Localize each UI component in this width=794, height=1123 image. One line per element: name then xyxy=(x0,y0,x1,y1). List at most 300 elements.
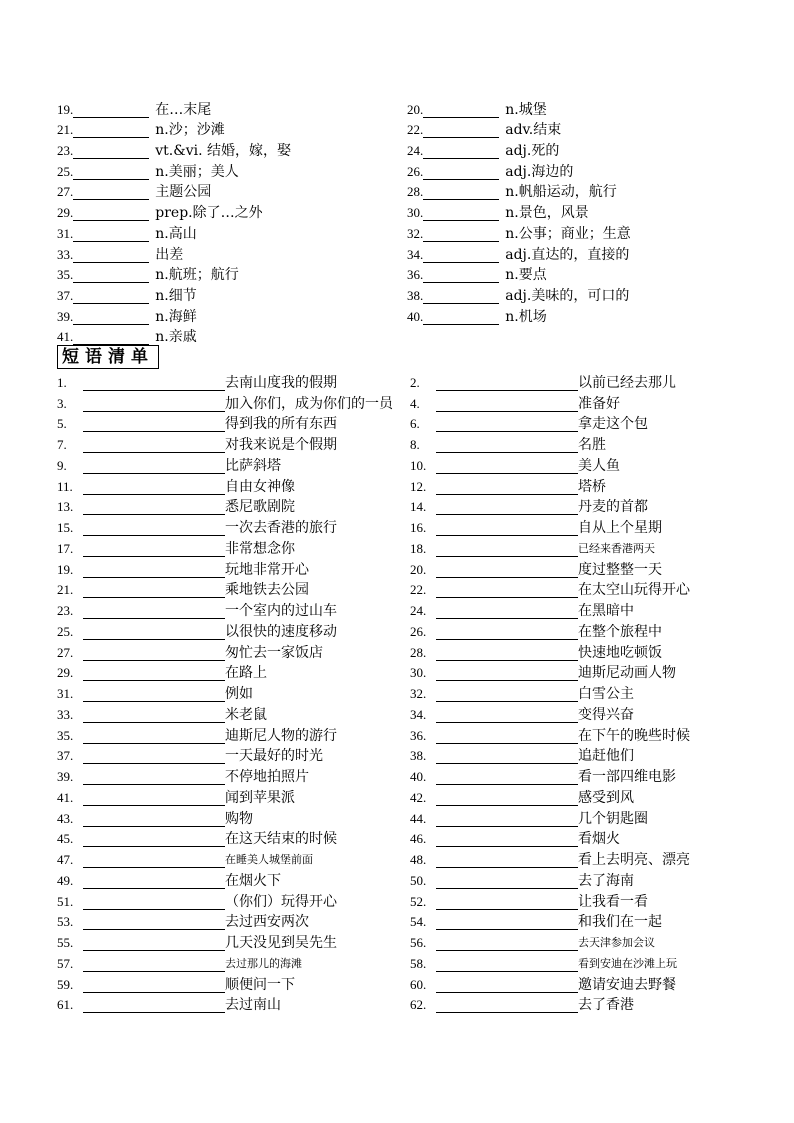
answer-blank[interactable] xyxy=(436,853,578,868)
phrase-row xyxy=(57,453,777,474)
item-meaning: 迪斯尼人物的游行 xyxy=(225,727,337,744)
item-number: 11. xyxy=(57,478,73,494)
item-number: 58. xyxy=(410,955,427,971)
item-number: 32. xyxy=(410,686,427,701)
item-meaning: 去了海南 xyxy=(578,872,634,889)
item-meaning: 去过南山 xyxy=(225,997,281,1014)
answer-blank[interactable] xyxy=(83,770,225,785)
item-number: 47. xyxy=(57,852,74,867)
item-meaning: 米老鼠 xyxy=(225,706,267,723)
item-meaning: 一天最好的时光 xyxy=(225,748,323,765)
item-number: 21. xyxy=(57,582,74,598)
item-meaning: 以很快的速度移动 xyxy=(225,623,337,640)
vocab-row xyxy=(57,242,757,263)
phrase-row xyxy=(57,702,777,723)
item-number: 4. xyxy=(410,395,420,411)
item-meaning: 去天津参加会议 xyxy=(578,936,655,949)
answer-blank[interactable] xyxy=(83,583,225,598)
vocab-item xyxy=(57,143,407,159)
answer-blank[interactable] xyxy=(83,521,225,536)
phrase-row xyxy=(57,951,777,972)
answer-blank[interactable] xyxy=(436,438,578,453)
vocab-item xyxy=(57,164,407,180)
answer-blank[interactable] xyxy=(73,330,149,345)
phrase-item xyxy=(410,541,763,557)
phrase-row xyxy=(57,723,777,744)
vocab-row xyxy=(57,97,757,118)
answer-blank[interactable] xyxy=(83,874,225,889)
item-meaning: 出差 xyxy=(155,246,184,263)
phrase-item xyxy=(410,748,763,764)
item-number: 50. xyxy=(410,872,427,888)
answer-blank[interactable] xyxy=(436,895,578,910)
answer-blank[interactable] xyxy=(73,289,149,304)
item-meaning: n.机场 xyxy=(505,308,547,325)
phrase-item xyxy=(57,935,410,951)
phrase-item xyxy=(57,396,410,412)
item-number: 60. xyxy=(410,976,427,992)
phrase-row xyxy=(57,536,777,557)
item-meaning: 在下午的晚些时候 xyxy=(578,727,690,744)
phrase-row xyxy=(57,889,777,910)
item-meaning: prep.除了…之外 xyxy=(155,205,263,222)
answer-blank[interactable] xyxy=(436,687,578,702)
answer-blank[interactable] xyxy=(423,310,499,325)
item-meaning: 去过那儿的海滩 xyxy=(225,956,302,970)
item-number: 29. xyxy=(57,205,74,221)
item-number: 7. xyxy=(57,437,67,452)
answer-blank[interactable] xyxy=(436,729,578,744)
answer-blank[interactable] xyxy=(73,185,149,200)
phrase-row xyxy=(57,391,777,412)
answer-blank[interactable] xyxy=(423,123,499,138)
phrase-item xyxy=(57,562,410,578)
answer-blank[interactable] xyxy=(436,957,578,972)
item-number: 40. xyxy=(410,769,427,784)
item-meaning: 让我看一看 xyxy=(578,893,648,910)
vocab-item xyxy=(407,143,757,159)
item-number: 34. xyxy=(410,706,427,722)
item-meaning: n.航班；航行 xyxy=(155,267,239,284)
item-number: 36. xyxy=(407,267,424,283)
item-number: 22. xyxy=(410,582,427,598)
item-number: 14. xyxy=(410,499,427,515)
item-number: 41. xyxy=(57,329,74,345)
answer-blank[interactable] xyxy=(83,625,225,640)
item-meaning: 白雪公主 xyxy=(578,686,634,702)
item-number: 19. xyxy=(57,101,74,117)
item-number: 46. xyxy=(410,831,427,847)
item-meaning: 一个室内的过山车 xyxy=(225,603,337,619)
answer-blank[interactable] xyxy=(73,268,149,283)
answer-blank[interactable] xyxy=(83,687,225,702)
item-number: 38. xyxy=(410,748,427,764)
vocab-item xyxy=(57,205,407,221)
item-number: 37. xyxy=(57,287,74,303)
answer-blank[interactable] xyxy=(83,749,225,764)
phrase-row xyxy=(57,847,777,868)
answer-blank[interactable] xyxy=(436,646,578,661)
item-number: 54. xyxy=(410,914,427,930)
phrase-row xyxy=(57,370,777,391)
item-meaning: 拿走这个包 xyxy=(578,416,648,433)
answer-blank[interactable] xyxy=(83,729,225,744)
phrase-row xyxy=(57,806,777,827)
item-number: 37. xyxy=(57,748,74,764)
phrase-row xyxy=(57,515,777,536)
phrase-item xyxy=(410,831,763,847)
item-meaning: 闻到苹果派 xyxy=(225,789,295,806)
item-meaning: n.细节 xyxy=(155,287,197,304)
phrase-item xyxy=(410,645,763,661)
item-meaning: 和我们在一起 xyxy=(578,914,662,931)
item-number: 10. xyxy=(410,457,427,473)
item-number: 28. xyxy=(410,644,427,660)
phrase-item xyxy=(57,582,410,598)
phrase-item xyxy=(410,977,763,993)
phrase-item xyxy=(57,852,410,868)
vocab-item xyxy=(407,102,757,118)
phrase-item xyxy=(57,645,410,661)
answer-blank[interactable] xyxy=(83,853,225,868)
vocab-item xyxy=(407,288,757,304)
item-number: 39. xyxy=(57,769,74,784)
item-number: 57. xyxy=(57,955,74,971)
item-meaning: 看一部四维电影 xyxy=(578,769,676,785)
answer-blank[interactable] xyxy=(436,583,578,598)
item-meaning: 在…末尾 xyxy=(155,101,212,118)
phrase-row xyxy=(57,598,777,619)
item-meaning: 在路上 xyxy=(225,665,267,682)
answer-blank[interactable] xyxy=(436,604,578,619)
item-meaning: 购物 xyxy=(225,810,253,827)
vocabulary-list xyxy=(57,97,757,345)
answer-blank[interactable] xyxy=(73,165,149,180)
vocab-row xyxy=(57,283,757,304)
phrase-item xyxy=(410,624,763,640)
item-meaning: 例如 xyxy=(225,686,253,702)
answer-blank[interactable] xyxy=(83,646,225,661)
item-number: 41. xyxy=(57,789,74,805)
item-meaning: 不停地拍照片 xyxy=(225,769,309,785)
item-number: 3. xyxy=(57,395,67,411)
answer-blank[interactable] xyxy=(423,103,499,118)
item-number: 5. xyxy=(57,416,67,432)
phrase-item xyxy=(57,499,410,515)
answer-blank[interactable] xyxy=(436,521,578,536)
item-meaning: 顺便问一下 xyxy=(225,976,295,993)
answer-blank[interactable] xyxy=(436,563,578,578)
answer-blank[interactable] xyxy=(83,812,225,827)
answer-blank[interactable] xyxy=(423,227,499,242)
vocab-row xyxy=(57,304,757,325)
phrase-item xyxy=(57,977,410,993)
phrase-item xyxy=(57,479,410,495)
answer-blank[interactable] xyxy=(423,289,499,304)
phrase-row xyxy=(57,412,777,433)
item-meaning: 看烟火 xyxy=(578,831,620,848)
item-number: 48. xyxy=(410,852,427,867)
item-meaning: vt.&vi. 结婚，嫁，娶 xyxy=(155,143,291,160)
item-meaning: adj.直达的，直接的 xyxy=(505,246,630,263)
phrase-list xyxy=(57,370,777,1013)
phrase-item xyxy=(57,665,410,681)
vocab-row xyxy=(57,325,757,346)
answer-blank[interactable] xyxy=(73,227,149,242)
answer-blank[interactable] xyxy=(73,144,149,159)
vocab-item xyxy=(407,267,757,283)
item-number: 42. xyxy=(410,789,427,805)
item-number: 32. xyxy=(407,225,424,241)
answer-blank[interactable] xyxy=(73,206,149,221)
answer-blank[interactable] xyxy=(423,144,499,159)
item-meaning: 自从上个星期 xyxy=(578,520,662,536)
phrase-item xyxy=(410,582,763,598)
vocab-row xyxy=(57,180,757,201)
answer-blank[interactable] xyxy=(436,915,578,930)
vocab-item xyxy=(57,226,407,242)
item-number: 26. xyxy=(410,623,427,639)
vocab-item xyxy=(407,164,757,180)
vocab-item xyxy=(57,184,407,200)
phrase-item xyxy=(410,562,763,578)
phrase-row xyxy=(57,785,777,806)
item-meaning: 丹麦的首都 xyxy=(578,499,648,516)
answer-blank[interactable] xyxy=(83,397,225,412)
phrase-item xyxy=(410,935,763,951)
answer-blank[interactable] xyxy=(436,874,578,889)
answer-blank[interactable] xyxy=(83,708,225,723)
answer-blank[interactable] xyxy=(73,248,149,263)
phrase-item xyxy=(410,665,763,681)
item-number: 17. xyxy=(57,540,74,556)
item-number: 30. xyxy=(410,665,427,681)
answer-blank[interactable] xyxy=(436,397,578,412)
phrase-row xyxy=(57,744,777,765)
item-number: 6. xyxy=(410,416,420,432)
phrase-row xyxy=(57,993,777,1014)
answer-blank[interactable] xyxy=(83,459,225,474)
answer-blank[interactable] xyxy=(436,832,578,847)
answer-blank[interactable] xyxy=(83,666,225,681)
phrase-item xyxy=(410,769,763,785)
item-meaning: n.高山 xyxy=(155,225,197,242)
answer-blank[interactable] xyxy=(436,500,578,515)
item-number: 25. xyxy=(57,623,74,639)
phrase-item xyxy=(57,956,410,972)
item-meaning: 已经来香港两天 xyxy=(578,541,655,555)
item-meaning: 迪斯尼动画人物 xyxy=(578,665,676,682)
phrase-item xyxy=(57,437,410,453)
item-meaning: n.沙；沙滩 xyxy=(155,122,225,139)
phrase-item xyxy=(410,873,763,889)
phrase-item xyxy=(57,520,410,536)
answer-blank[interactable] xyxy=(83,895,225,910)
item-meaning: 感受到风 xyxy=(578,789,634,806)
item-meaning: 看上去明亮、漂亮 xyxy=(578,852,690,868)
answer-blank[interactable] xyxy=(436,542,578,557)
answer-blank[interactable] xyxy=(83,563,225,578)
vocab-row xyxy=(57,221,757,242)
item-meaning: adj.死的 xyxy=(505,143,560,160)
phrase-item xyxy=(410,396,763,412)
phrase-row xyxy=(57,827,777,848)
item-meaning: （你们）玩得开心 xyxy=(225,893,337,910)
item-number: 51. xyxy=(57,893,74,909)
item-number: 20. xyxy=(410,561,427,577)
phrase-item xyxy=(410,997,763,1013)
item-meaning: 变得兴奋 xyxy=(578,706,634,723)
vocab-item xyxy=(57,247,407,263)
answer-blank[interactable] xyxy=(423,165,499,180)
item-number: 44. xyxy=(410,810,427,826)
answer-blank[interactable] xyxy=(423,185,499,200)
answer-blank[interactable] xyxy=(83,500,225,515)
answer-blank[interactable] xyxy=(83,998,225,1013)
phrase-item xyxy=(57,811,410,827)
phrase-row xyxy=(57,619,777,640)
item-meaning: 去过西安两次 xyxy=(225,914,309,931)
answer-blank[interactable] xyxy=(436,998,578,1013)
answer-blank[interactable] xyxy=(83,978,225,993)
vocab-item xyxy=(407,205,757,221)
answer-blank[interactable] xyxy=(83,957,225,972)
phrase-item xyxy=(57,873,410,889)
answer-blank[interactable] xyxy=(83,936,225,951)
answer-blank[interactable] xyxy=(436,625,578,640)
vocab-item xyxy=(57,309,407,325)
vocab-item xyxy=(57,122,407,138)
item-meaning: n.美丽；美人 xyxy=(155,163,239,180)
item-meaning: 几个钥匙圈 xyxy=(578,810,648,827)
item-number: 16. xyxy=(410,520,427,535)
item-meaning: adj.海边的 xyxy=(505,163,574,180)
item-number: 33. xyxy=(57,706,74,722)
answer-blank[interactable] xyxy=(73,123,149,138)
vocab-row xyxy=(57,263,757,284)
phrase-row xyxy=(57,474,777,495)
phrase-item xyxy=(57,997,410,1013)
phrase-row xyxy=(57,764,777,785)
phrase-item xyxy=(57,686,410,702)
phrase-item xyxy=(410,728,763,744)
vocab-row xyxy=(57,200,757,221)
item-number: 15. xyxy=(57,520,74,535)
vocab-row xyxy=(57,138,757,159)
answer-blank[interactable] xyxy=(436,417,578,432)
answer-blank[interactable] xyxy=(73,103,149,118)
item-meaning: 在睡美人城堡前面 xyxy=(225,853,313,866)
item-number: 24. xyxy=(410,603,427,618)
phrase-item xyxy=(57,748,410,764)
item-number: 34. xyxy=(407,246,424,262)
item-meaning: 美人鱼 xyxy=(578,457,620,474)
item-number: 59. xyxy=(57,976,74,992)
item-number: 8. xyxy=(410,437,420,452)
item-number: 23. xyxy=(57,143,74,159)
item-meaning: 追赶他们 xyxy=(578,748,634,765)
item-number: 18. xyxy=(410,540,427,556)
answer-blank[interactable] xyxy=(83,832,225,847)
phrase-item xyxy=(57,707,410,723)
phrase-row xyxy=(57,930,777,951)
answer-blank[interactable] xyxy=(436,749,578,764)
item-number: 25. xyxy=(57,163,74,179)
answer-blank[interactable] xyxy=(436,791,578,806)
vocab-item xyxy=(57,329,407,345)
item-meaning: 悉尼歌剧院 xyxy=(225,499,295,516)
item-meaning: n.帆船运动，航行 xyxy=(505,184,617,201)
answer-blank[interactable] xyxy=(73,310,149,325)
item-number: 27. xyxy=(57,184,74,200)
answer-blank[interactable] xyxy=(436,812,578,827)
item-meaning: 乘地铁去公园 xyxy=(225,582,309,599)
answer-blank[interactable] xyxy=(436,978,578,993)
answer-blank[interactable] xyxy=(83,376,225,391)
answer-blank[interactable] xyxy=(436,459,578,474)
item-number: 29. xyxy=(57,665,74,681)
phrase-item xyxy=(57,603,410,619)
answer-blank[interactable] xyxy=(83,915,225,930)
phrase-item xyxy=(410,458,763,474)
item-number: 61. xyxy=(57,997,74,1013)
item-meaning: 快速地吃顿饭 xyxy=(578,644,662,661)
answer-blank[interactable] xyxy=(83,417,225,432)
phrase-row xyxy=(57,972,777,993)
phrase-item xyxy=(57,416,410,432)
answer-blank[interactable] xyxy=(436,708,578,723)
item-meaning: 邀请安迪去野餐 xyxy=(578,976,676,993)
answer-blank[interactable] xyxy=(83,542,225,557)
item-number: 24. xyxy=(407,143,424,159)
vocab-item xyxy=(57,267,407,283)
item-meaning: 匆忙去一家饭店 xyxy=(225,644,323,661)
phrase-item xyxy=(57,541,410,557)
item-number: 9. xyxy=(57,457,67,473)
item-meaning: adj.美味的，可口的 xyxy=(505,287,630,304)
answer-blank[interactable] xyxy=(423,248,499,263)
item-number: 30. xyxy=(407,205,424,221)
answer-blank[interactable] xyxy=(436,770,578,785)
section-title: 短语清单 xyxy=(57,345,159,369)
answer-blank[interactable] xyxy=(83,480,225,495)
phrase-item xyxy=(410,479,763,495)
answer-blank[interactable] xyxy=(436,666,578,681)
item-number: 2. xyxy=(410,374,420,390)
item-meaning: 在这天结束的时候 xyxy=(225,831,337,848)
answer-blank[interactable] xyxy=(83,604,225,619)
phrase-item xyxy=(410,375,763,391)
answer-blank[interactable] xyxy=(436,480,578,495)
answer-blank[interactable] xyxy=(423,268,499,283)
item-meaning: 去南山度我的假期 xyxy=(225,374,337,391)
item-number: 13. xyxy=(57,499,74,515)
item-number: 23. xyxy=(57,603,74,618)
phrase-item xyxy=(410,603,763,619)
item-meaning: 在太空山玩得开心 xyxy=(578,582,690,599)
answer-blank[interactable] xyxy=(83,791,225,806)
item-meaning: 度过整整一天 xyxy=(578,561,662,578)
answer-blank[interactable] xyxy=(436,936,578,951)
item-meaning: 比萨斜塔 xyxy=(225,457,281,474)
answer-blank[interactable] xyxy=(423,206,499,221)
answer-blank[interactable] xyxy=(83,438,225,453)
item-number: 38. xyxy=(407,287,424,303)
phrase-item xyxy=(410,437,763,453)
answer-blank[interactable] xyxy=(436,376,578,391)
item-meaning: 几天没见到吴先生 xyxy=(225,935,337,951)
phrase-item xyxy=(57,894,410,910)
